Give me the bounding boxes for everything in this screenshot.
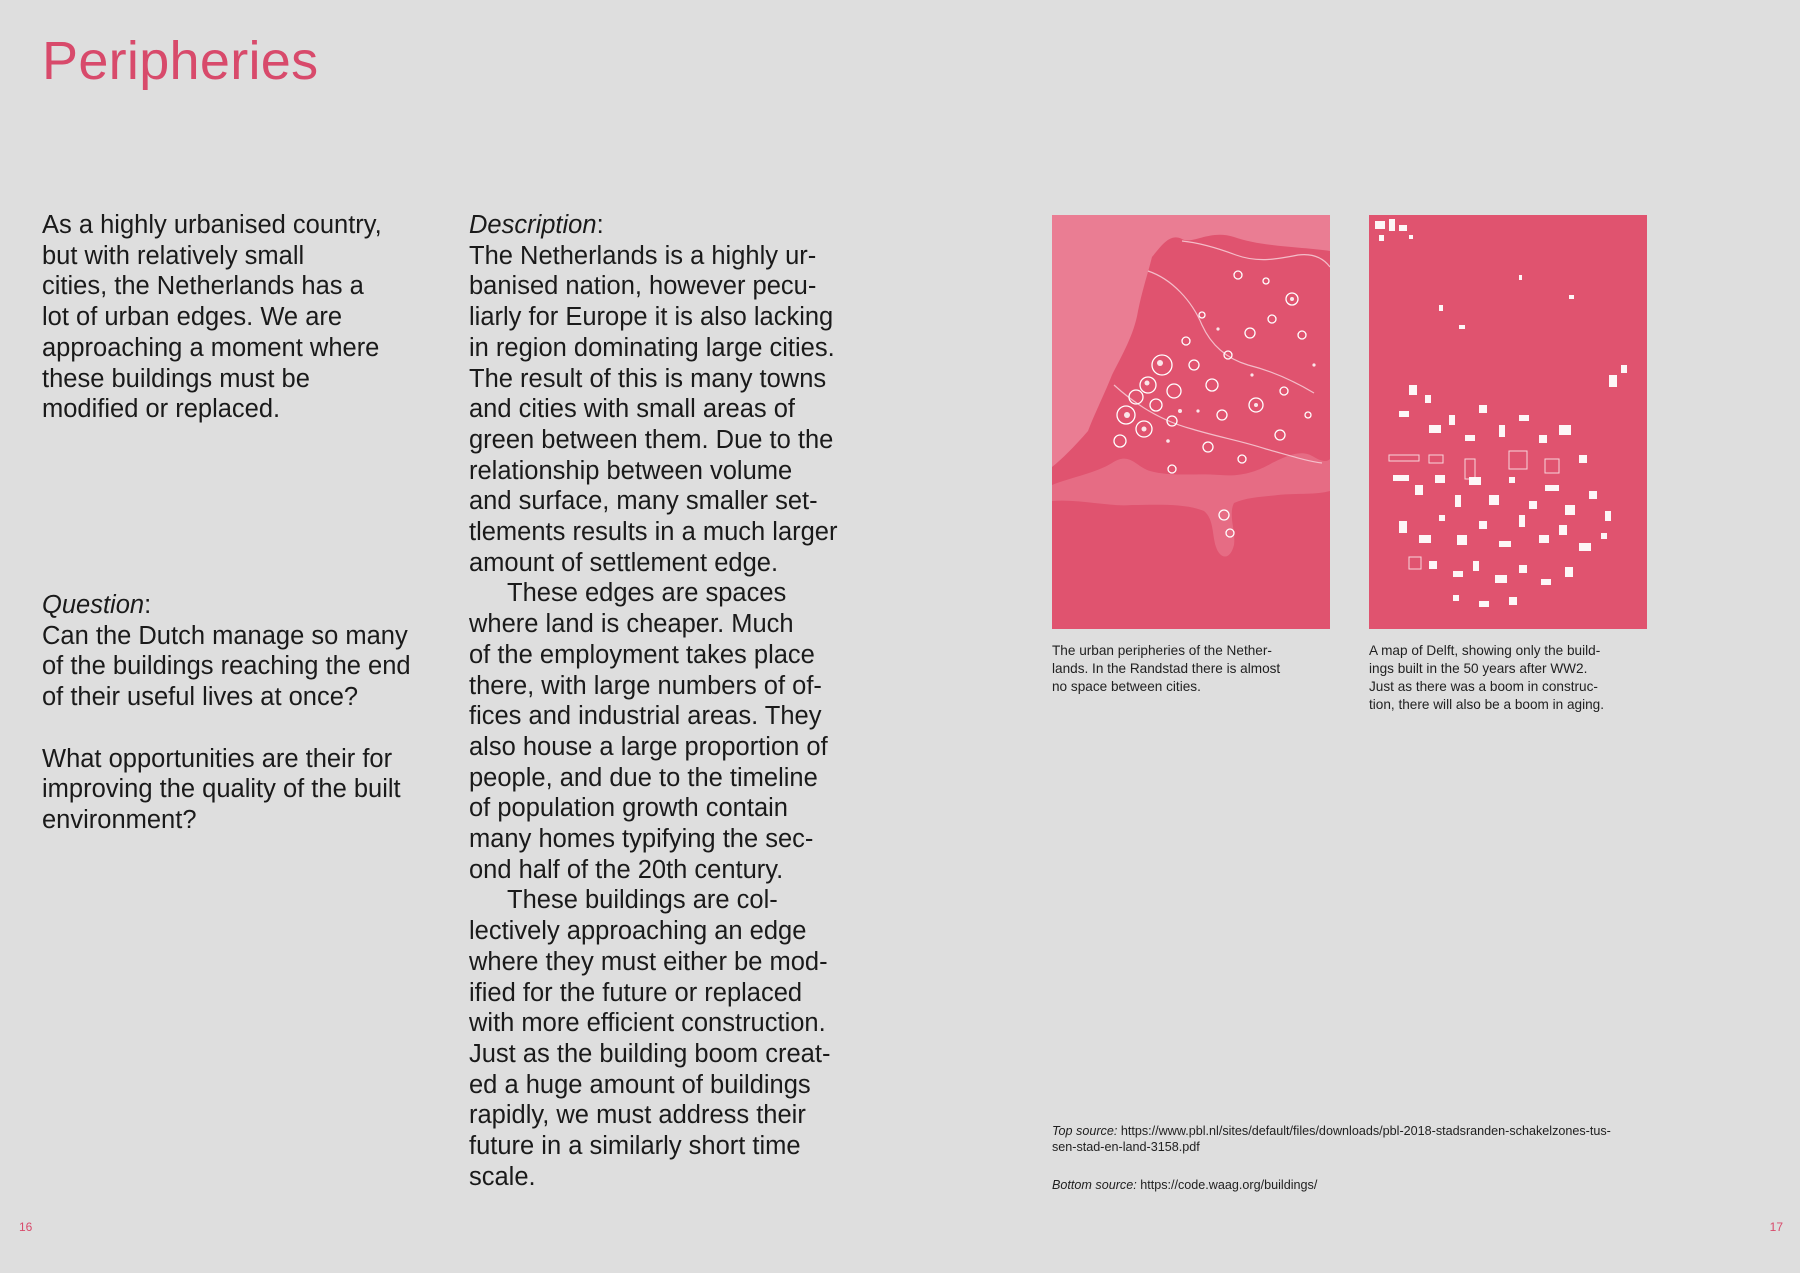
description-line: where land is cheaper. Much — [469, 610, 794, 639]
caption-line: A map of Delft, showing only the build- — [1369, 643, 1601, 658]
caption-line: no space between cities. — [1052, 679, 1201, 694]
description-line: These edges are spaces — [507, 579, 787, 608]
page-number-left: 16 — [19, 1220, 33, 1234]
description-label: Description — [469, 211, 597, 239]
description-line: banised nation, however pecu- — [469, 272, 817, 301]
description-line: These buildings are col- — [507, 886, 778, 915]
description-line: relationship between volume — [469, 456, 793, 485]
description-line: fices and industrial areas. They — [469, 702, 822, 731]
delft-buildings-map — [1369, 215, 1647, 629]
description-line: scale. — [469, 1162, 536, 1191]
bottom-source — [1052, 1177, 1652, 1193]
description-line: of population growth contain — [469, 794, 788, 823]
description-text — [469, 210, 869, 1193]
intro-line: these buildings must be — [42, 364, 310, 393]
question-block — [42, 590, 442, 836]
description-line: there, with large numbers of of- — [469, 671, 822, 700]
description-line: green between them. Due to the — [469, 425, 834, 454]
description-line: lectively approaching an edge — [469, 917, 807, 946]
caption-line: The urban peripheries of the Nether- — [1052, 643, 1272, 658]
description-line: ond half of the 20th century. — [469, 855, 784, 884]
description-line: of the employment takes place — [469, 640, 815, 669]
description-line: Just as the building boom creat- — [469, 1039, 831, 1068]
description-line: amount of settlement edge. — [469, 548, 779, 577]
description-line: The Netherlands is a highly ur- — [469, 241, 817, 270]
description-line: The result of this is many towns — [469, 364, 827, 393]
caption-line: lands. In the Randstad there is almost — [1052, 661, 1281, 676]
question-line: Can the Dutch manage so many — [42, 621, 408, 650]
question-line: of the buildings reaching the end — [42, 652, 411, 681]
description-line: in region dominating large cities. — [469, 333, 835, 362]
description-line: future in a similarly short time — [469, 1132, 801, 1161]
question-line: What opportunities are their for — [42, 744, 393, 773]
question-heading — [42, 590, 442, 621]
description-colon: : — [596, 211, 604, 239]
description-line: and surface, many smaller set- — [469, 487, 818, 516]
intro-line: As a highly urbanised country, — [42, 211, 382, 239]
caption-line: tion, there will also be a boom in aging. — [1369, 697, 1605, 712]
intro-line: lot of urban edges. We are — [42, 303, 343, 332]
netherlands-periphery-map — [1052, 215, 1330, 629]
question-colon: : — [144, 591, 152, 619]
page-number-right: 17 — [1769, 1220, 1783, 1234]
description-line: also house a large proportion of — [469, 732, 828, 761]
intro-text — [42, 210, 442, 425]
top-source — [1052, 1123, 1652, 1155]
description-line: where they must either be mod- — [469, 947, 828, 976]
question-line: improving the quality of the built — [42, 775, 401, 804]
description-line: ed a huge amount of buildings — [469, 1070, 811, 1099]
top-source-line — [1052, 1123, 1652, 1139]
description-line: ified for the future or replaced — [469, 978, 803, 1007]
figure-caption-delft — [1369, 642, 1647, 714]
intro-line: approaching a moment where — [42, 333, 380, 362]
page-title: Peripheries — [42, 31, 319, 91]
description-line: with more efficient construction. — [469, 1009, 826, 1038]
question-label: Question — [42, 591, 145, 619]
figure-caption-netherlands — [1052, 642, 1330, 696]
description-line: people, and due to the timeline — [469, 763, 818, 792]
question-line: environment? — [42, 805, 197, 834]
description-line: many homes typifying the sec- — [469, 825, 814, 854]
intro-line: cities, the Netherlands has a — [42, 272, 364, 301]
intro-line: modified or replaced. — [42, 395, 281, 424]
bottom-source-label: Bottom source: — [1052, 1178, 1137, 1192]
description-line: and cities with small areas of — [469, 395, 795, 424]
description-line: rapidly, we must address their — [469, 1101, 806, 1130]
intro-line: but with relatively small — [42, 241, 305, 270]
top-source-url[interactable]: https://www.pbl.nl/sites/default/files/downloads/pbl-2018-stadsranden-schakelzones-tus- — [1120, 1124, 1611, 1138]
caption-line: Just as there was a boom in construc- — [1369, 679, 1598, 694]
bottom-source-url[interactable]: https://code.waag.org/buildings/ — [1140, 1178, 1318, 1192]
description-line: liarly for Europe it is also lacking — [469, 303, 834, 332]
description-heading — [469, 210, 869, 241]
question-line: of their useful lives at once? — [42, 683, 359, 712]
top-source-label: Top source: — [1052, 1124, 1118, 1138]
top-source-url-cont[interactable]: sen-stad-en-land-3158.pdf — [1052, 1140, 1200, 1154]
description-line: tlements results in a much larger — [469, 518, 838, 547]
caption-line: ings built in the 50 years after WW2. — [1369, 661, 1588, 676]
